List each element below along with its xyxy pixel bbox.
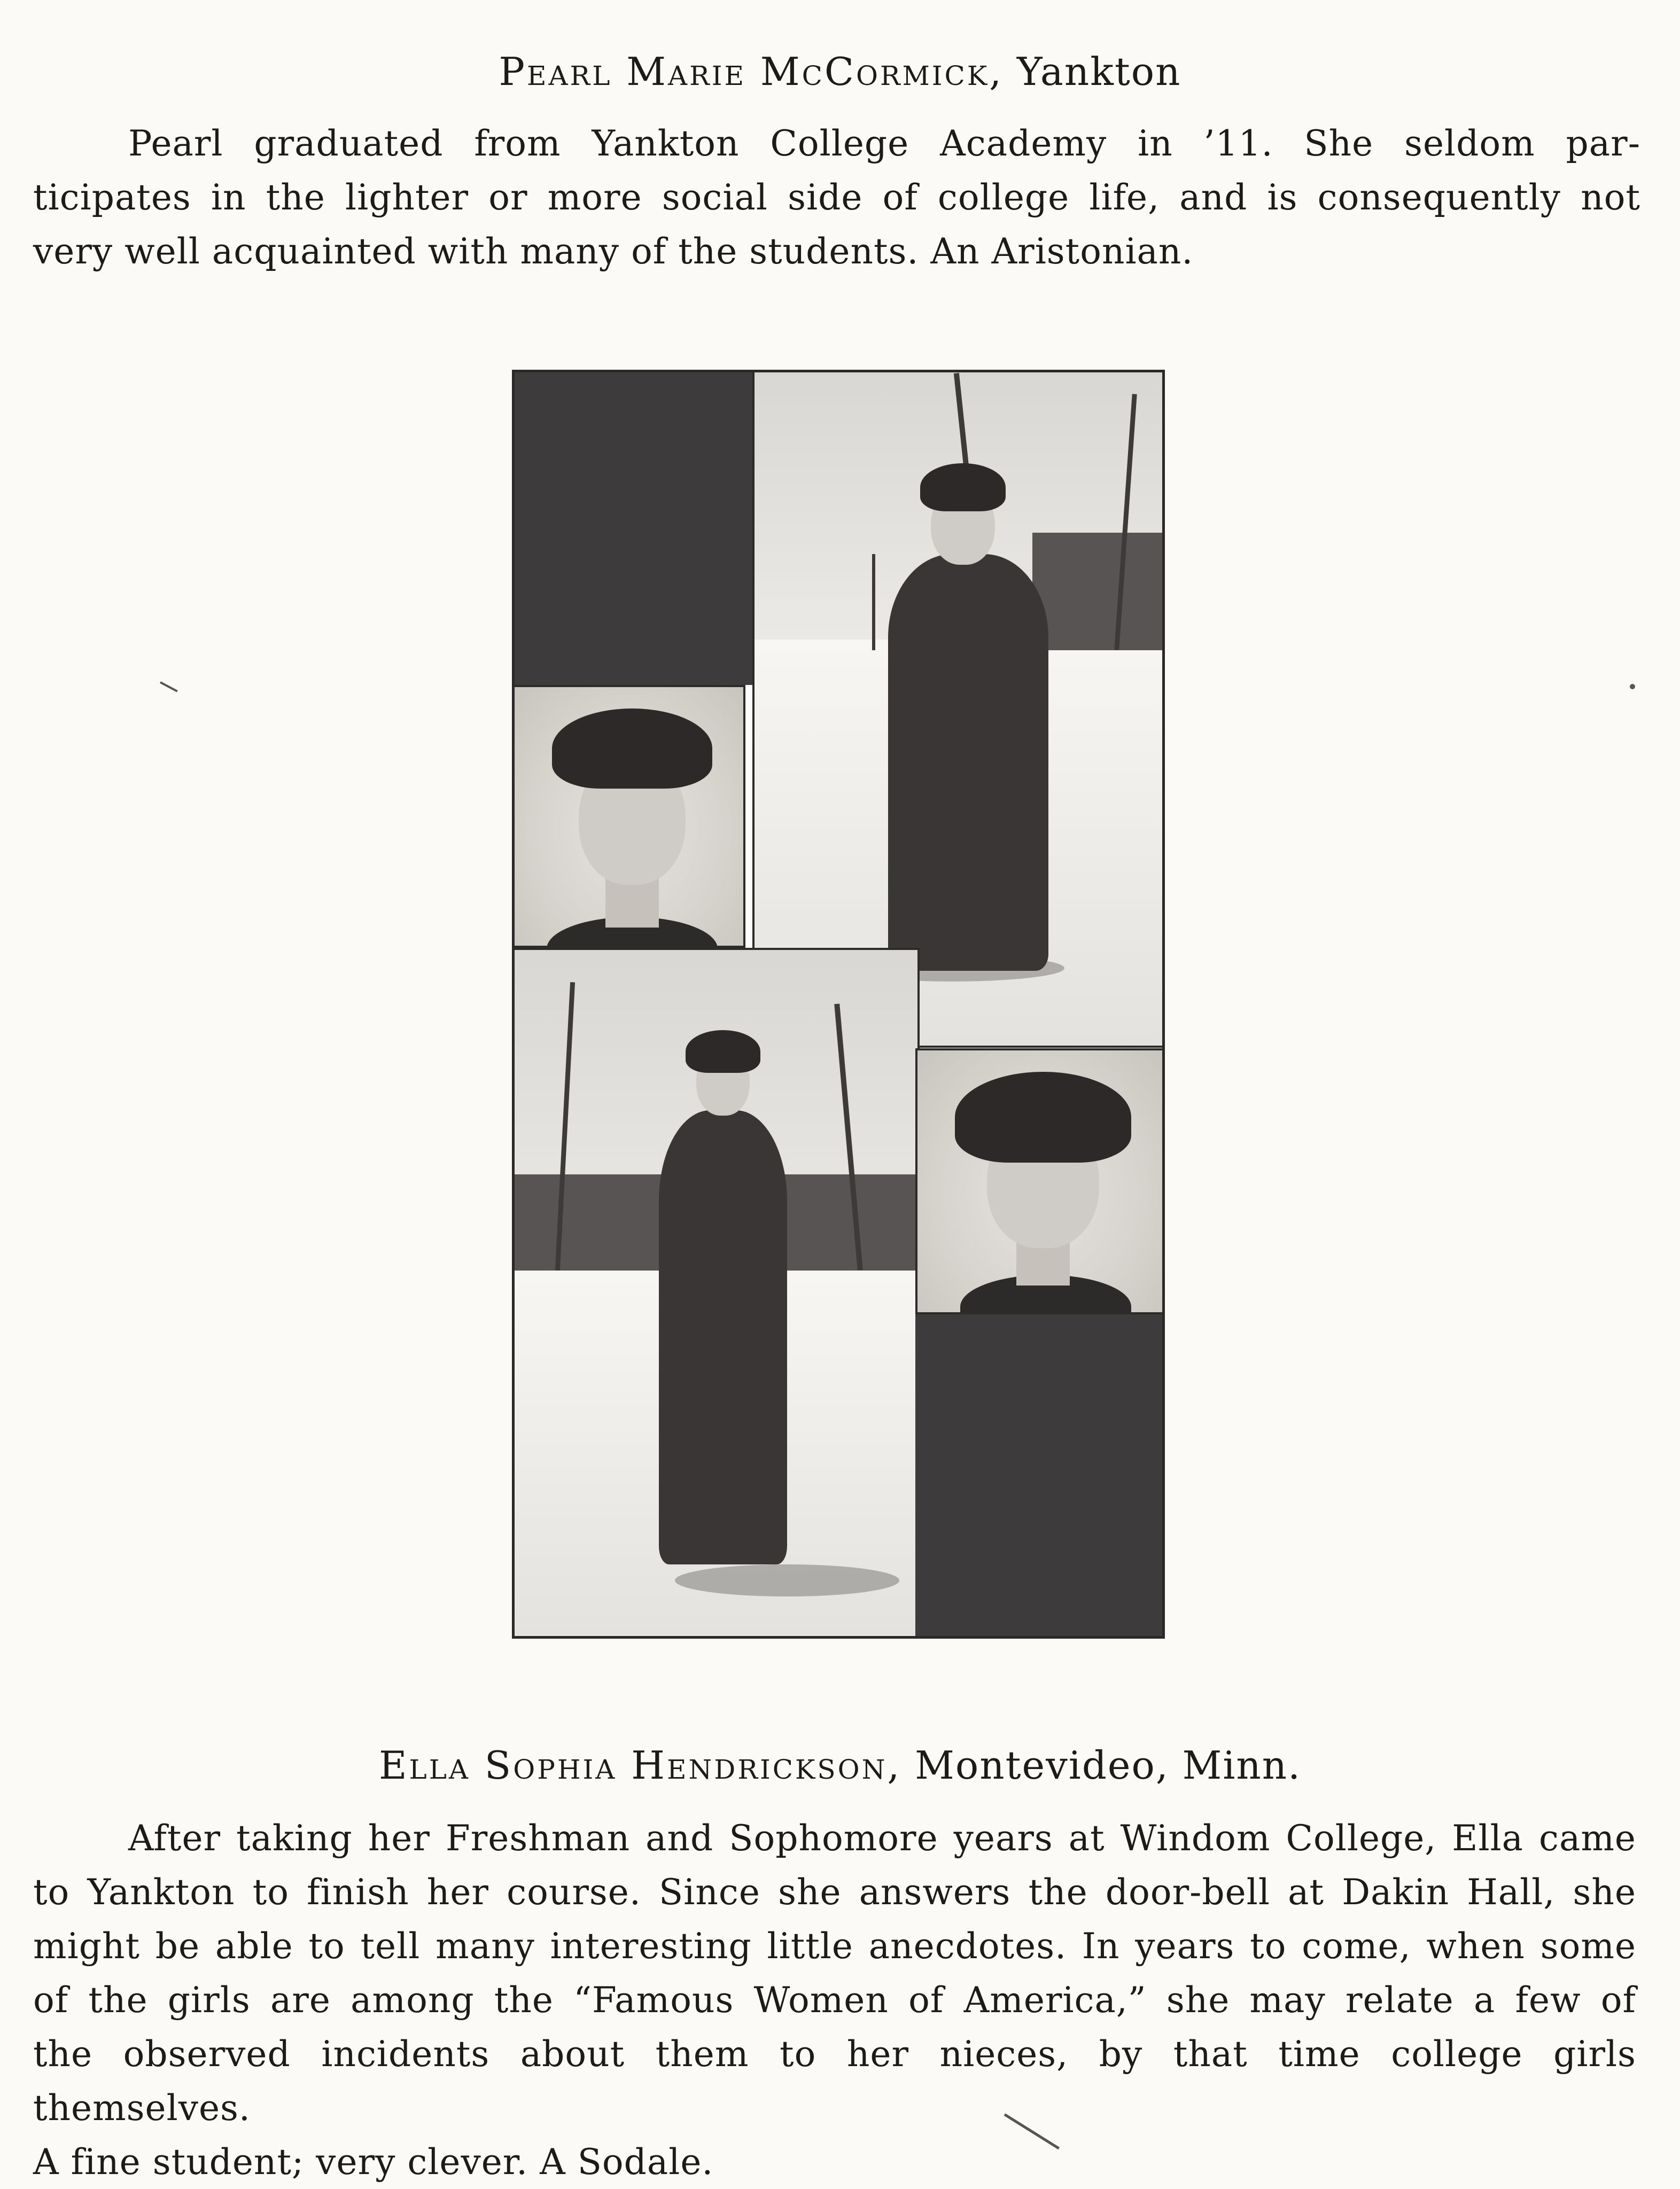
photo-portrait-right [915,1048,1165,1314]
entry-2-name: Ella Sophia Hendrickson, [378,1743,902,1788]
photo-standing-woman-top [752,370,1165,1048]
entry-2-line-1: After taking her Freshman and Sophomore years at Windom College, Ella came [128,1818,1636,1859]
scan-mark [1630,684,1635,689]
entry-2-line-5: the observed incidents about them to her nieces, by that time college girls themselves. [33,2034,1636,2129]
entry-1-heading [0,49,1680,94]
entry-1-line-3: very well acquainted with many of the students. An Aristonian. [33,231,1194,272]
entry-2-heading [0,1743,1680,1788]
entry-1-line-1: Pearl graduated from Yankton College Academy in ’11. She seldom par- [128,123,1640,164]
entry-1-paragraph [33,116,1640,278]
entry-2-line-4: of the girls are among the “Famous Women of America,” she may relate a few of [33,1980,1636,2021]
entry-1-name: Pearl Marie McCormick, [499,49,1004,94]
entry-2-line-2: to Yankton to finish her course. Since she answers the door-bell at Dakin Hall, she [33,1872,1636,1913]
photo-portrait-left [512,685,745,948]
entry-2-line-3: might be able to tell many interesting little anecdotes. In years to come, when some [33,1926,1636,1967]
photo-standing-woman-bottom [512,948,920,1639]
entry-1-place: Yankton [1016,49,1181,94]
entry-2-line-6: A fine student; very clever. A Sodale. [33,2141,714,2183]
dark-panel-top-left [515,372,752,685]
entry-1-line-2: ticipates in the lighter or more social side of college life, and is consequently not [33,177,1640,218]
scan-mark [160,681,178,692]
entry-2-place: Montevideo, Minn. [915,1743,1302,1788]
dark-panel-bottom-right [915,1314,1165,1639]
entry-2-paragraph [33,1811,1636,2189]
photo-plate [512,370,1165,1639]
